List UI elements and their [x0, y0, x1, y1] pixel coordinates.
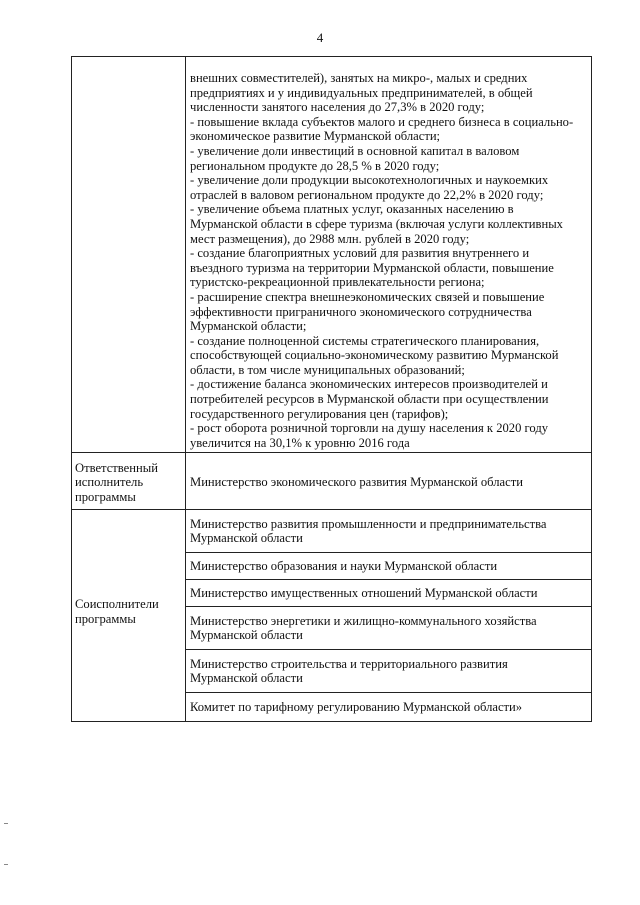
results-line: мест размещения), до 2988 млн. рублей в 2020 году; — [190, 231, 470, 246]
coexecutor-item — [186, 553, 591, 580]
results-line: Мурманской области; — [190, 319, 307, 334]
page-number: 4 — [316, 30, 324, 45]
coexecutor-cell — [186, 553, 591, 580]
coexecutor-line: Мурманской области — [190, 628, 303, 643]
coexecutor-item — [186, 693, 591, 722]
executor-label-line: Ответственный — [75, 460, 158, 475]
results-line: эффективности приграничного экономического сотрудничества — [190, 304, 532, 319]
results-line: - увеличение объема платных услуг, оказанных населению в — [190, 202, 514, 217]
results-content-cell — [186, 57, 592, 453]
coexecutors-list-cell — [186, 510, 592, 722]
coexecutors-label — [72, 597, 185, 626]
executor-row — [72, 453, 592, 510]
results-line: - увеличение доли инвестиций в основной капитал в валовом — [190, 143, 520, 158]
coexecutor-line: Министерство образования и науки Мурманской области — [190, 559, 498, 574]
coexecutor-line: Мурманской области — [190, 671, 303, 686]
executor-label-cell — [72, 453, 186, 510]
coexecutor-line: Министерство развития промышленности и предпринимательства — [190, 516, 547, 531]
results-line: предприятиях и у индивидуальных предпринимателей, в общей — [190, 85, 533, 100]
results-line: численности занятого населения до 27,3% в 2020 году; — [190, 100, 485, 115]
results-line: - создание благоприятных условий для развития внутреннего и — [190, 246, 530, 261]
results-line: внешних совместителей), занятых на микро-, малых и средних — [190, 71, 528, 85]
results-line: государственного регулирования цен (тарифов); — [190, 406, 449, 421]
scan-mark — [4, 864, 8, 865]
executor-label — [72, 459, 185, 505]
results-row — [72, 57, 592, 453]
results-line: туристско-рекреационной привлекательности региона; — [190, 275, 485, 290]
results-line: - создание полноценной системы стратегического планирования, — [190, 333, 540, 348]
executor-value: Министерство экономического развития Мурманской области — [190, 475, 523, 490]
coexecutors-label-line: Соисполнители — [75, 597, 159, 612]
results-line: - повышение вклада субъектов малого и среднего бизнеса в социально- — [190, 114, 574, 129]
coexecutors-label-cell — [72, 510, 186, 722]
coexecutor-cell — [186, 510, 591, 553]
results-line: экономическое развитие Мурманской области; — [190, 129, 441, 144]
results-line: региональном продукте до 28,5 % в 2020 году; — [190, 158, 440, 173]
results-line: - достижение баланса экономических интересов производителей и — [190, 377, 548, 392]
executor-label-line: программы — [75, 489, 136, 504]
coexecutors-label-line: программы — [75, 611, 136, 626]
coexecutor-item — [186, 650, 591, 693]
results-line: въездного туризма на территории Мурманской области, повышение — [190, 260, 554, 275]
coexecutor-cell — [186, 693, 591, 722]
coexecutors-list — [186, 510, 591, 721]
coexecutor-item — [186, 580, 591, 607]
scan-mark — [4, 823, 8, 824]
coexecutor-item — [186, 607, 591, 650]
coexecutor-line: Комитет по тарифному регулированию Мурманской области» — [190, 700, 523, 715]
coexecutor-cell — [186, 650, 591, 693]
executor-value-cell — [186, 453, 592, 510]
results-text — [186, 57, 591, 452]
results-line: потребителей ресурсов в Мурманской области при осуществлении — [190, 392, 549, 407]
results-line: - увеличение доли продукции высокотехнологичных и наукоемких — [190, 173, 549, 188]
results-line: отраслей в валовом региональном продукте до 22,2% в 2020 году; — [190, 187, 544, 202]
program-passport-table — [71, 56, 592, 722]
coexecutor-cell — [186, 607, 591, 650]
results-line: способствующей социально-экономическому развитию Мурманской — [190, 348, 559, 363]
results-line: Мурманской области в сфере туризма (включая услуги коллективных — [190, 216, 563, 231]
coexecutor-cell — [186, 580, 591, 607]
coexecutor-line: Министерство имущественных отношений Мурманской области — [190, 586, 538, 601]
results-line: увеличится на 30,1% к уровню 2016 года — [190, 435, 410, 450]
coexecutors-row — [72, 510, 592, 722]
coexecutor-line: Мурманской области — [190, 531, 303, 546]
coexecutor-line: Министерство строительства и территориального развития — [190, 656, 508, 671]
coexecutor-item — [186, 510, 591, 553]
executor-label-line: исполнитель — [75, 475, 144, 490]
results-line: - расширение спектра внешнеэкономических связей и повышение — [190, 289, 545, 304]
results-label-cell — [72, 57, 186, 453]
results-line: - рост оборота розничной торговли на душу населения к 2020 году — [190, 421, 549, 436]
results-line: области, в том числе муниципальных образований; — [190, 362, 465, 377]
coexecutor-line: Министерство энергетики и жилищно-коммунального хозяйства — [190, 613, 537, 628]
